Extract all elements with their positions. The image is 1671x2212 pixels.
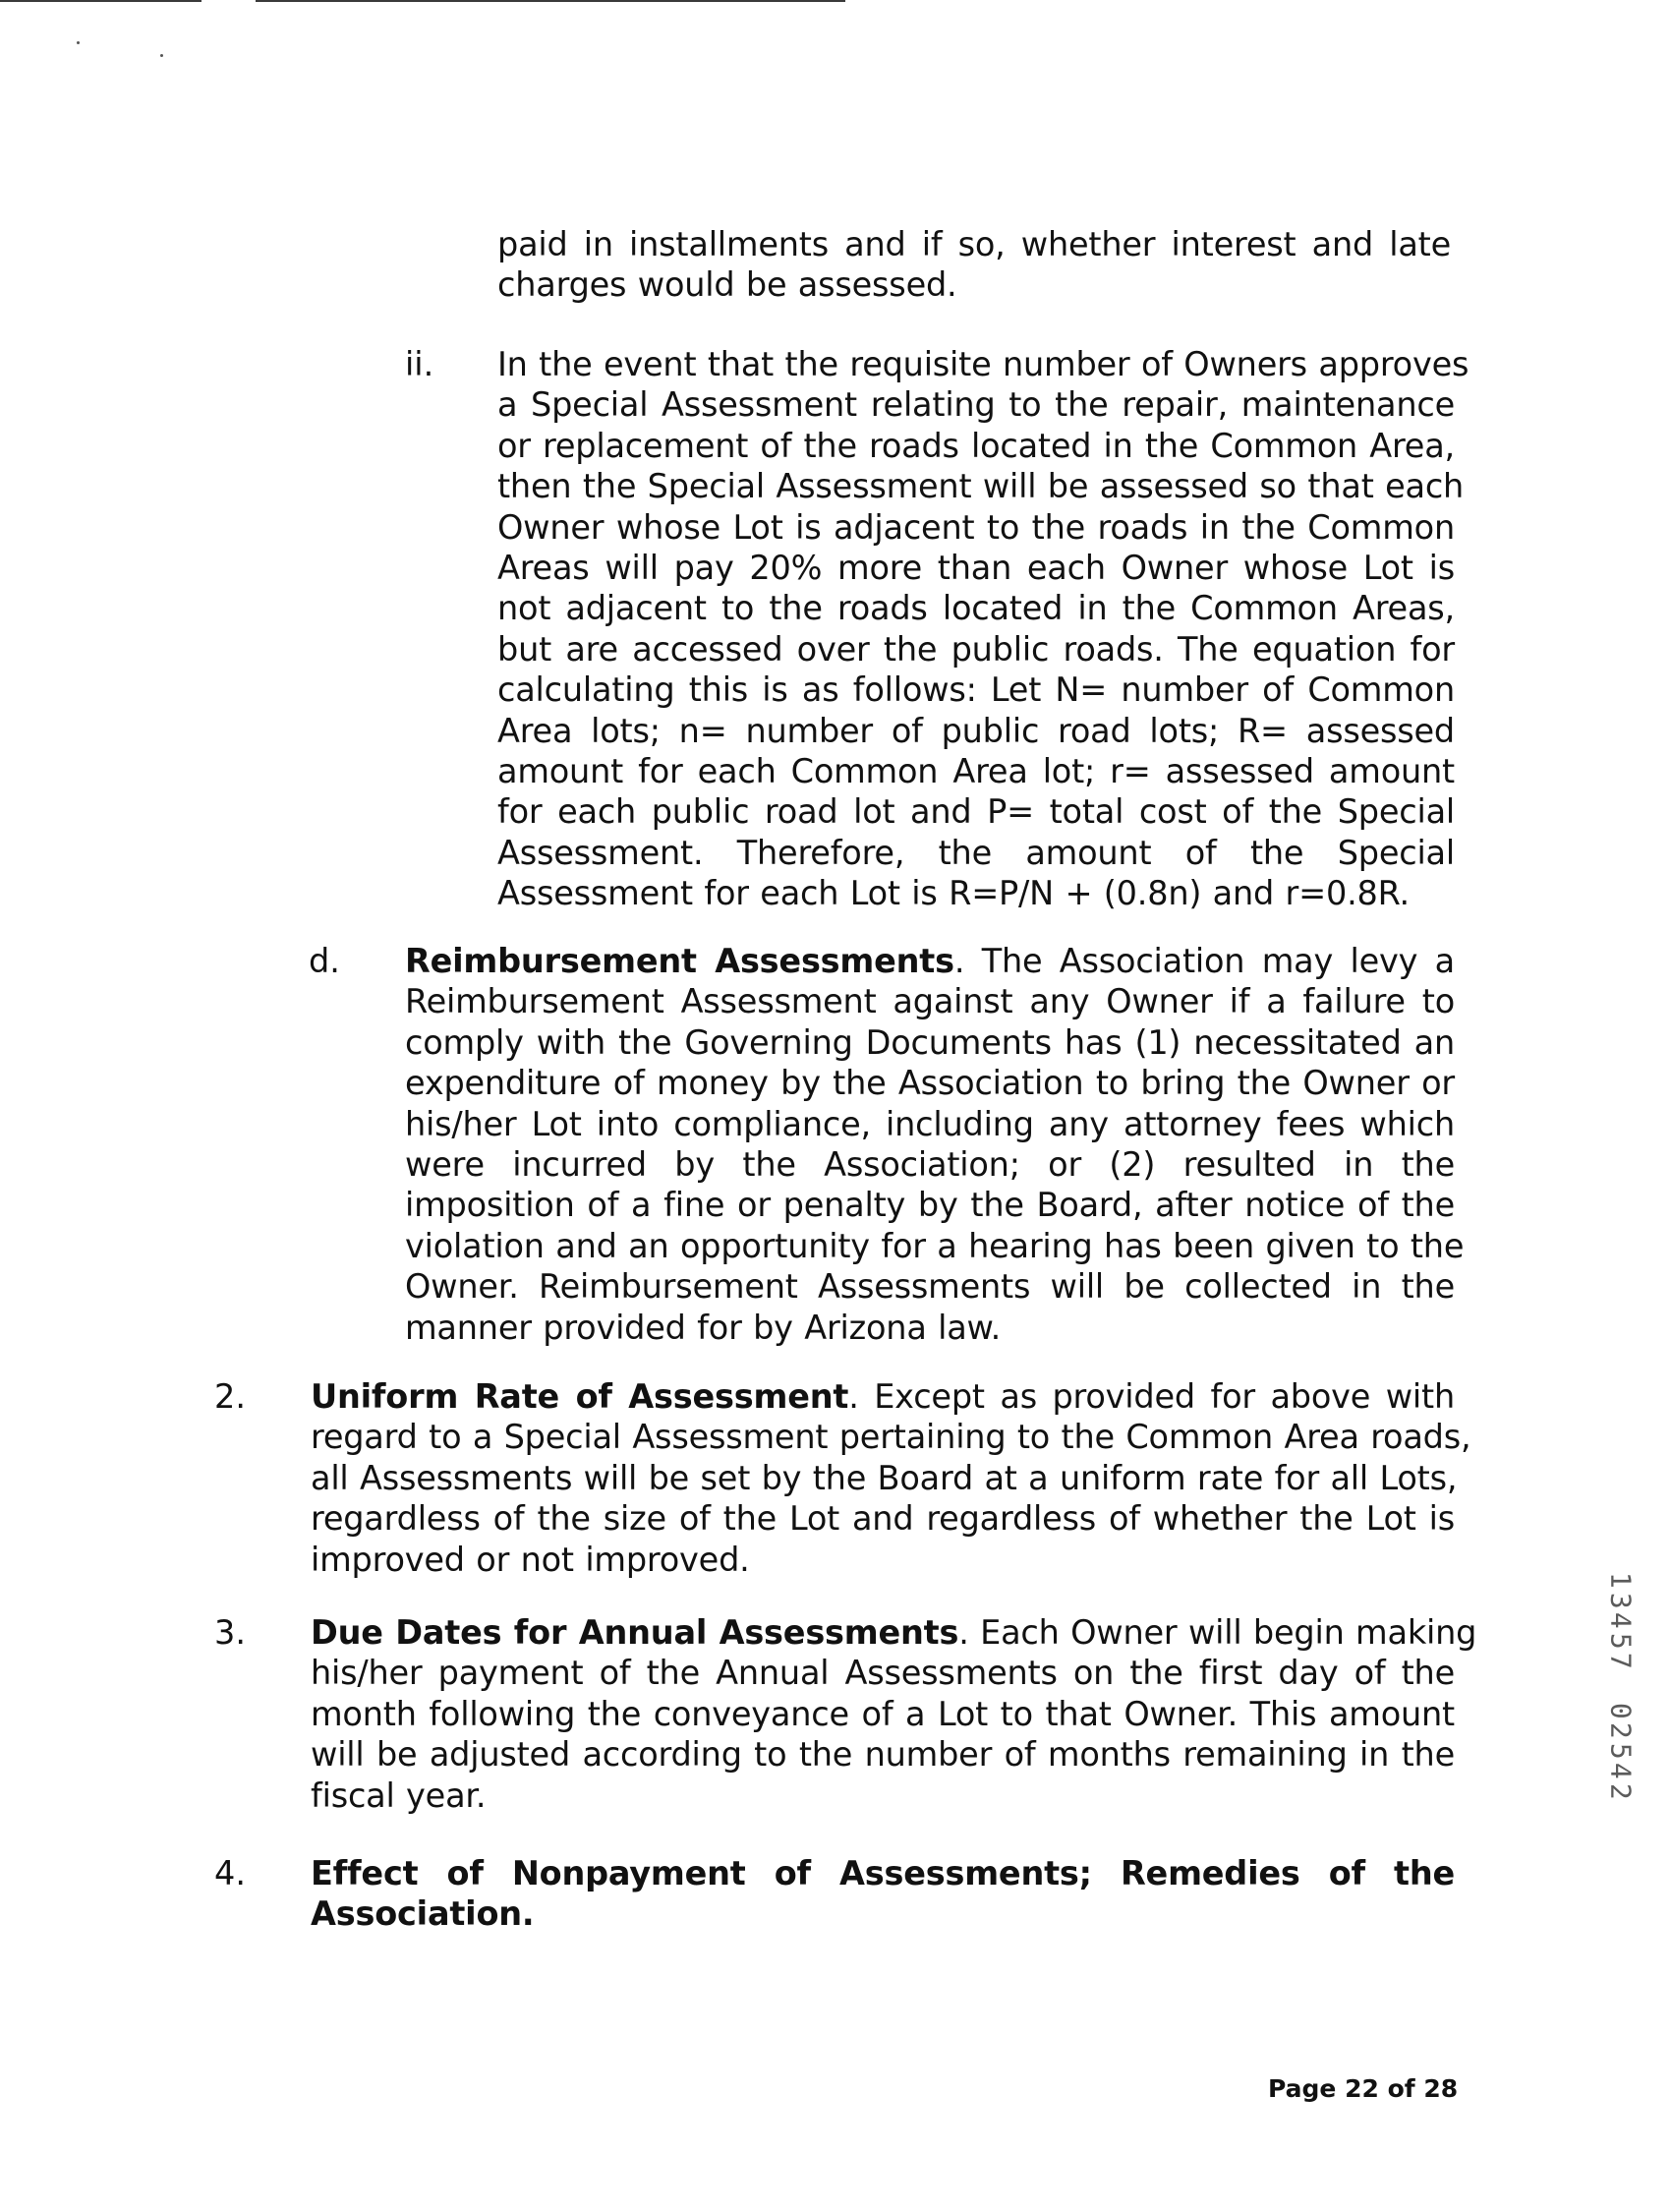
text-line: amount for each Common Area lot; r= assessed amount — [497, 752, 1455, 791]
text-line: a Special Assessment relating to the repair, maintenance — [497, 385, 1455, 425]
item-2-paragraph — [311, 1376, 1471, 1580]
stamp-digit: 1 — [1604, 1571, 1638, 1589]
stamp-digit: 5 — [1604, 1632, 1638, 1650]
text-line: Owner whose Lot is adjacent to the roads in the Common — [497, 507, 1455, 547]
heading-trailing-text: . Each Owner will begin making — [958, 1613, 1477, 1652]
stamp-digit: 3 — [1604, 1592, 1638, 1609]
page-number: Page 22 of 28 — [1268, 2074, 1459, 2103]
item-3-paragraph — [311, 1612, 1477, 1816]
stamp-digit: 4 — [1604, 1611, 1638, 1629]
text-line: Area lots; n= number of public road lots; R= assessed — [497, 711, 1455, 750]
text-line: then the Special Assessment will be assessed so that each — [497, 467, 1465, 506]
section-heading: Uniform Rate of Assessment — [311, 1377, 849, 1416]
text-line: but are accessed over the public roads. The equation for — [497, 629, 1455, 669]
stamp-digit: 0 — [1604, 1702, 1638, 1719]
section-heading: Association. — [311, 1894, 535, 1934]
text-line: comply with the Governing Documents has (1) necessitated an — [405, 1022, 1455, 1062]
section-heading: Effect of Nonpayment of Assessments; Remedies of the — [311, 1854, 1455, 1892]
stamp-digit: 7 — [1604, 1652, 1638, 1669]
text-line: charges would be assessed. — [497, 265, 957, 305]
text-line: his/her payment of the Annual Assessments on the first day of the — [311, 1654, 1455, 1693]
item-marker-3: 3. — [214, 1613, 246, 1652]
text-line: all Assessments will be set by the Board at a uniform rate for all Lots, — [311, 1458, 1458, 1497]
text-line: month following the conveyance of a Lot to that Owner. This amount — [311, 1694, 1455, 1733]
text-line: Assessment. Therefore, the amount of the Special — [497, 833, 1455, 872]
stamp-digit: 2 — [1604, 1782, 1638, 1800]
text-line: were incurred by the Association; or (2) resulted in the — [405, 1145, 1455, 1185]
text-line — [405, 941, 1455, 981]
text-line: Assessment for each Lot is R=P/N + (0.8n) and r=0.8R. — [497, 874, 1410, 913]
item-d-paragraph — [405, 941, 1465, 1348]
text-line: imposition of a fine or penalty by the Board, after notice of the — [405, 1186, 1455, 1225]
stamp-digit: 2 — [1604, 1721, 1638, 1739]
item-marker-ii: ii. — [405, 345, 434, 383]
heading-trailing-text: . The Association may levy a — [953, 942, 1455, 980]
text-line: regardless of the size of the Lot and regardless of whether the Lot is — [311, 1499, 1455, 1539]
scan-speck — [160, 54, 163, 57]
item-marker-2: 2. — [214, 1377, 246, 1416]
text-line: Owner. Reimbursement Assessments will be collected in the — [405, 1267, 1455, 1307]
recording-number-stamp — [1600, 1570, 1640, 1837]
text-line: Reimbursement Assessment against any Owner if a failure to — [405, 982, 1455, 1021]
stamp-digit: 4 — [1604, 1762, 1638, 1779]
text-line: paid in installments and if so, whether interest and late — [497, 225, 1451, 263]
text-line: violation and an opportunity for a hearing has been given to the — [405, 1226, 1465, 1265]
scan-speck — [77, 41, 80, 44]
text-line — [311, 1612, 1477, 1653]
scan-top-rule — [256, 0, 845, 2]
item-marker-4: 4. — [214, 1854, 246, 1892]
text-line: Areas will pay 20% more than each Owner whose Lot is — [497, 549, 1455, 588]
item-4-heading — [311, 1853, 1455, 1935]
text-line: fiscal year. — [311, 1775, 487, 1815]
text-line — [311, 1893, 1455, 1934]
text-line: for each public road lot and P= total cost of the Special — [497, 792, 1455, 832]
item-marker-d: d. — [309, 942, 340, 980]
section-heading: Reimbursement Assessments — [405, 942, 954, 980]
text-line: manner provided for by Arizona law. — [405, 1308, 1002, 1347]
continuation-paragraph — [497, 224, 1451, 306]
text-line: will be adjusted according to the number of months remaining in the — [311, 1735, 1455, 1775]
heading-trailing-text: . Except as provided for above with — [848, 1377, 1455, 1416]
scan-top-rule — [0, 0, 202, 2]
stamp-digit: 5 — [1604, 1742, 1638, 1760]
section-heading: Due Dates for Annual Assessments — [311, 1613, 959, 1652]
text-line: his/her Lot into compliance, including any attorney fees which — [405, 1104, 1455, 1143]
text-line: or replacement of the roads located in the Common Area, — [497, 426, 1455, 465]
text-line: not adjacent to the roads located in the Common Areas, — [497, 589, 1455, 628]
text-line: In the event that the requisite number of Owners approves — [497, 345, 1469, 383]
text-line: regard to a Special Assessment pertaining to the Common Area roads, — [311, 1418, 1471, 1457]
item-ii-paragraph — [497, 344, 1469, 914]
text-line: calculating this is as follows: Let N= number of Common — [497, 670, 1455, 710]
text-line — [311, 1853, 1455, 1893]
text-line: expenditure of money by the Association to bring the Owner or — [405, 1064, 1455, 1103]
text-line — [311, 1376, 1455, 1417]
text-line: improved or not improved. — [311, 1540, 750, 1579]
